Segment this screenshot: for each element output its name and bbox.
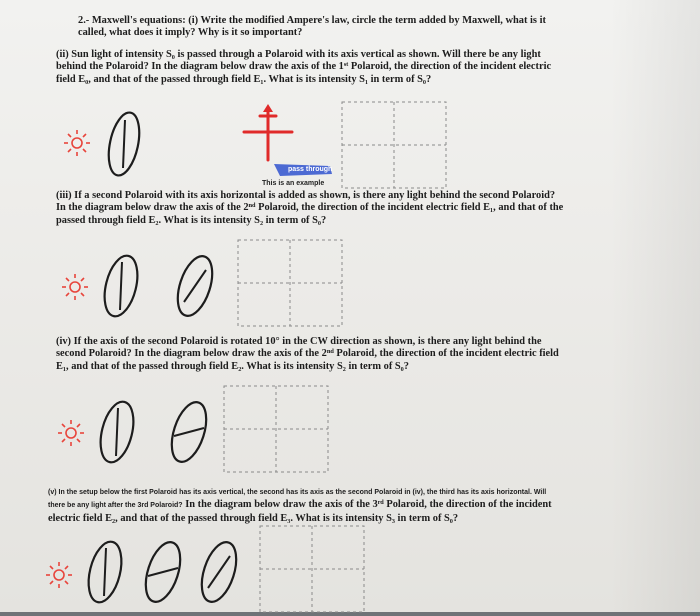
part-ii-text: (ii) Sun light of intensity S₀ is passed through a Polaroid with its axis vertical as shown. Will there be any light behind the Polaroid? In the diagram below draw the axis of the 1ˢᵗ Polaroid, the direction of the incident electric field E₀, and that of the passed through field E₁. What is its intensity S₁ in term of S₀?	[56, 49, 552, 85]
question-header: 2.- Maxwell's equations: (i) Write the modified Ampere's law, circle the term added by Maxwell, what is it called, what does it imply? Why is it so important?	[78, 15, 546, 39]
polaroid-1-vertical	[84, 536, 126, 608]
example-caption: This is an example	[262, 180, 325, 187]
polaroid-2-rotated	[166, 396, 212, 468]
polaroid-1-vertical	[100, 250, 142, 322]
part-iv-text: (iv) If the axis of the second Polaroid is rotated 10° in the CW direction as shown, is there any light behind the second Polaroid? In the diagram below draw the axis of the 2ⁿᵈ Polaroid, the direction of the incident electric field E₁, and that of the passed through field E₂. What is its intensity S₂ in term of S₀?	[56, 336, 559, 372]
page-shadow	[610, 0, 700, 612]
sun-icon	[60, 272, 90, 302]
polaroid-2-horizontal	[172, 250, 218, 322]
part-v-sans-text: (v) In the setup below the first Polaroid has its axis vertical, the second has its axis as the second Polaroid in (iv), the third has its axis horizontal. Will there be any light after the 3rd Polaroid?	[48, 489, 547, 510]
sun-icon	[44, 560, 74, 590]
part-v-text	[48, 486, 564, 525]
part-v-serif-text: In the diagram below draw the axis of the 3ʳᵈ Polaroid, the direction of the incident electric field E₂, and that of the passed through field E₃. What is its intensity S₃ in term of S₀?	[48, 499, 552, 524]
pass-through-label: pass through	[288, 166, 333, 173]
sun-icon	[62, 128, 92, 158]
drawing-grid-ii	[340, 100, 450, 192]
drawing-grid-v	[258, 524, 368, 616]
drawing-grid-iv	[222, 384, 332, 476]
polaroid-3-horizontal	[196, 536, 242, 608]
polaroid-2-rotated	[140, 536, 186, 608]
drawing-grid-iii	[236, 238, 346, 330]
sun-icon	[56, 418, 86, 448]
polaroid-1-vertical	[96, 396, 138, 468]
part-iii-text: (iii) If a second Polaroid with its axis horizontal is added as shown, is there any light behind the second Polaroid? In the diagram below draw the axis of the 2ⁿᵈ Polaroid, the direction of the incident electric field E₁, and that of the passed through field E₂. What is its intensity S₂ in term of S₀?	[56, 190, 564, 226]
polaroid-1-vertical	[104, 108, 144, 180]
